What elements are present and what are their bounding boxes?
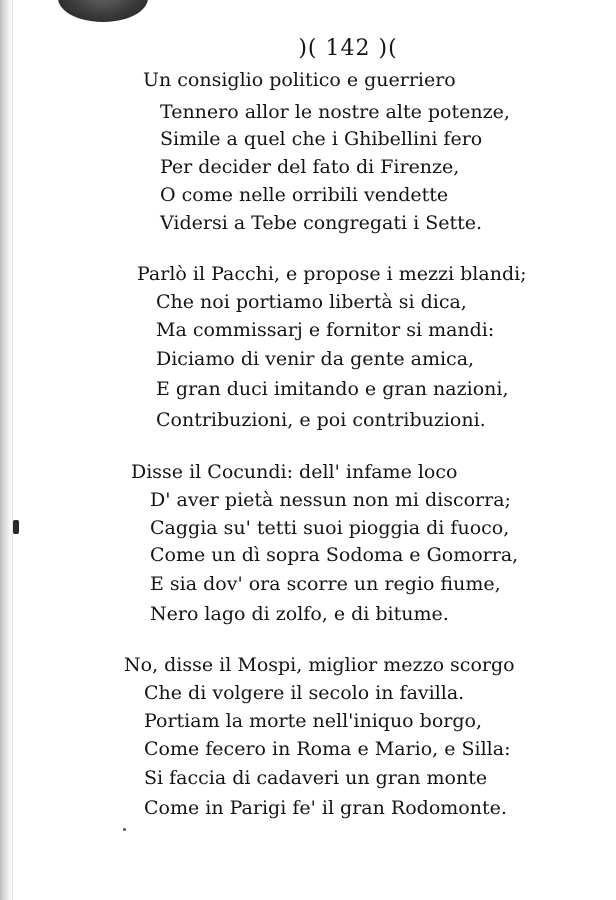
edge-mark <box>13 520 19 534</box>
page-number: )( 142 )( <box>298 36 398 61</box>
stanza-3-line-4: Come un dì sopra Sodoma e Gomorra, <box>150 544 519 566</box>
stanza-1-line-6: Vidersi a Tebe congregati i Sette. <box>160 212 483 234</box>
stanza-4-line-4: Come fecero in Roma e Mario, e Silla: <box>144 738 511 760</box>
stanza-1-line-1: Un consiglio politico e guerriero <box>143 69 456 91</box>
binding-line <box>12 0 13 900</box>
ink-dot <box>123 828 126 831</box>
stanza-3-line-1: Disse il Cocundi: dell' infame loco <box>131 461 458 483</box>
stanza-1-line-2: Tennero allor le nostre alte potenze, <box>160 101 510 123</box>
stanza-2-line-2: Che noi portiamo libertà si dica, <box>156 291 467 313</box>
stanza-3-line-3: Caggia su' tetti suoi pioggia di fuoco, <box>150 517 510 539</box>
stanza-3-line-6: Nero lago di zolfo, e di bitume. <box>150 603 449 625</box>
dark-seal-mark <box>58 0 148 22</box>
stanza-2-line-6: Contribuzioni, e poi contribuzioni. <box>156 409 486 431</box>
stanza-4-line-5: Si faccia di cadaveri un gran monte <box>144 767 488 789</box>
stanza-4-line-2: Che di volgere il secolo in favilla. <box>144 682 465 704</box>
stanza-2-line-3: Ma commissarj e fornitor si mandi: <box>156 319 495 341</box>
stanza-4-line-1: No, disse il Mospi, miglior mezzo scorgo <box>124 654 515 676</box>
stanza-1-line-4: Per decider del fato di Firenze, <box>160 156 460 178</box>
stanza-4-line-6: Come in Parigi fe' il gran Rodomonte. <box>144 797 507 819</box>
binding-shadow <box>0 0 12 900</box>
stanza-3-line-5: E sia dov' ora scorre un regio fiume, <box>150 573 501 595</box>
stanza-2-line-4: Diciamo di venir da gente amica, <box>156 348 475 370</box>
stanza-1-line-5: O come nelle orribili vendette <box>160 184 449 206</box>
stanza-2-line-5: E gran duci imitando e gran nazioni, <box>156 378 509 400</box>
stanza-2-line-1: Parlò il Pacchi, e propose i mezzi blandi; <box>137 263 527 285</box>
stanza-4-line-3: Portiam la morte nell'iniquo borgo, <box>144 710 482 732</box>
stanza-1-line-3: Simile a quel che i Ghibellini fero <box>160 128 483 150</box>
stanza-3-line-2: D' aver pietà nessun non mi discorra; <box>150 489 511 511</box>
